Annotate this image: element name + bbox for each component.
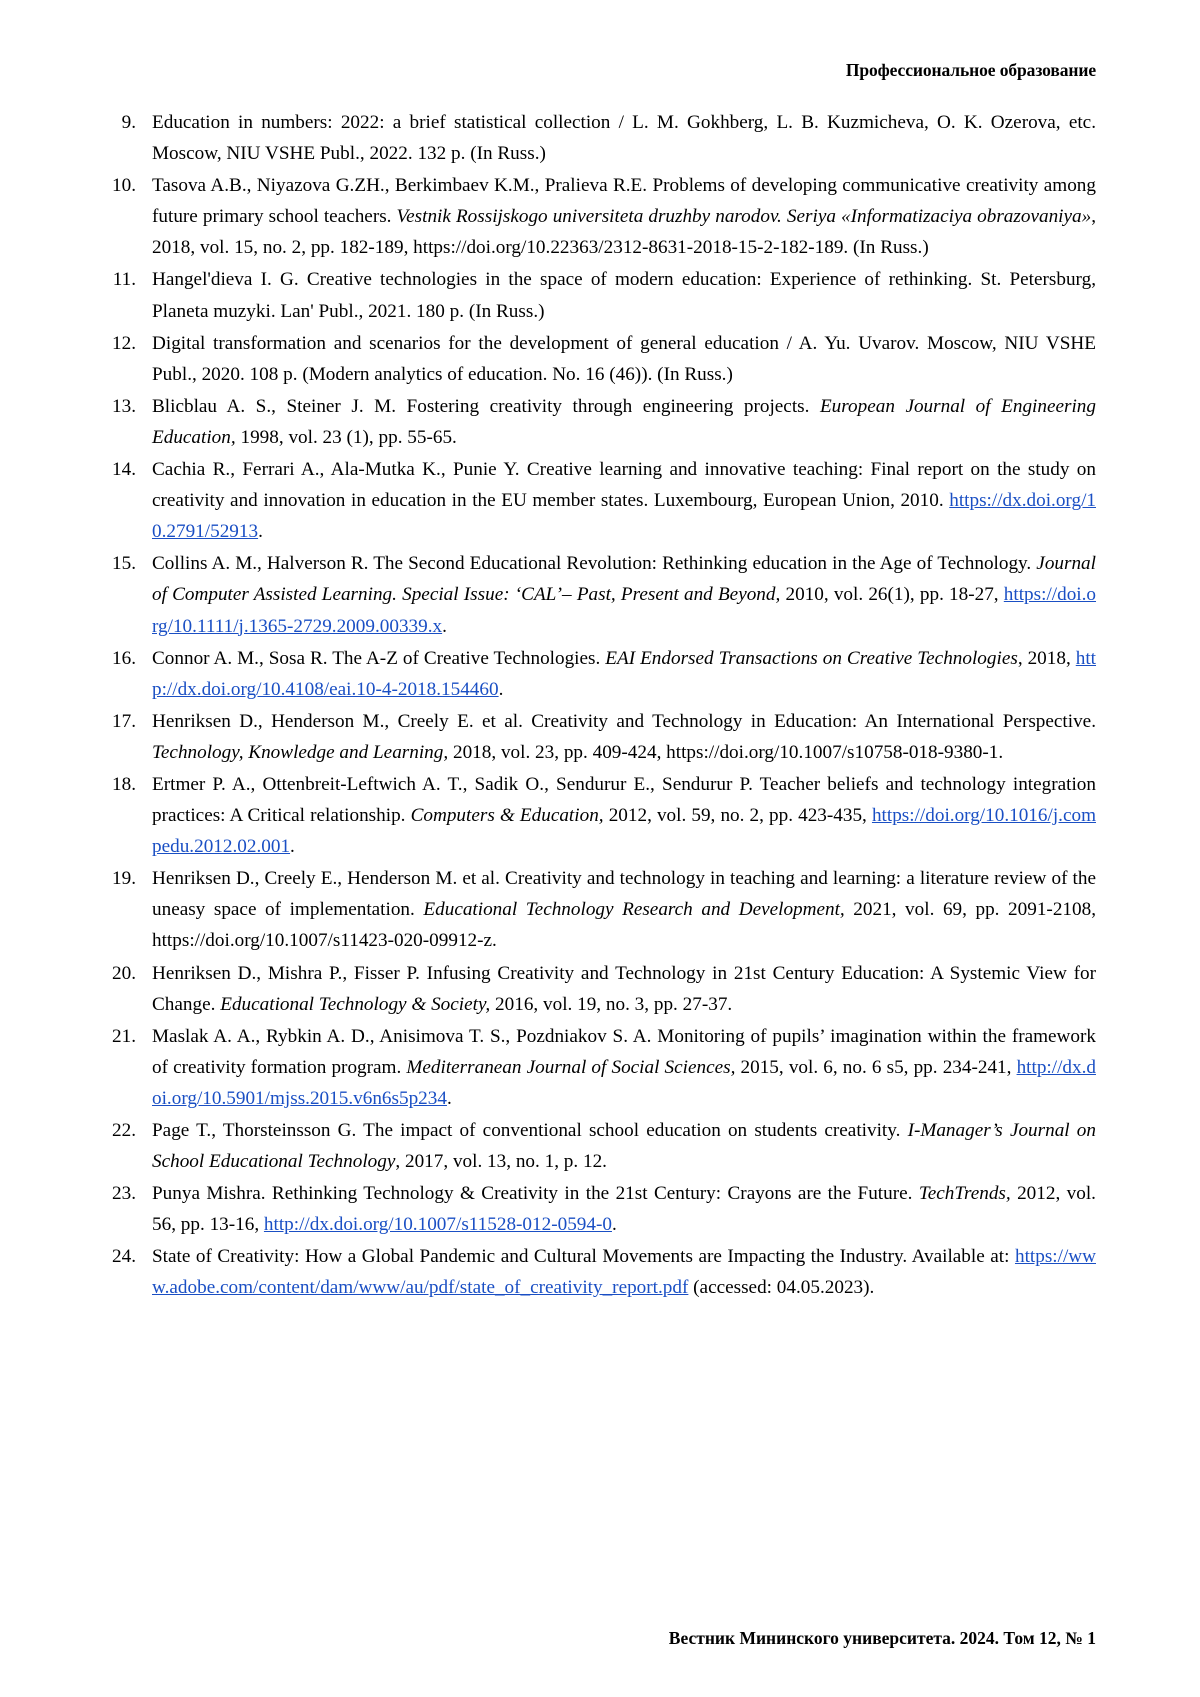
reference-text (152, 454, 1096, 547)
reference-text (152, 328, 1096, 390)
reference-link[interactable]: https://www.adobe.com/content/dam/www/au/pdf/state_of_creativity_report.pdf (152, 1246, 1096, 1299)
reference-text (152, 264, 1096, 326)
reference-text (152, 643, 1096, 705)
reference-entry (104, 264, 1096, 326)
reference-text (152, 1021, 1096, 1114)
reference-link[interactable]: http://dx.doi.org/10.5901/mjss.2015.v6n6s5p234 (152, 1056, 1096, 1109)
reference-text-run: . (611, 1214, 617, 1236)
reference-number: 18. (112, 773, 136, 795)
reference-text-run: Tasova A.B., Niyazova G.ZH., Berkimbaev K.M., Pralieva R.E. Problems of developing communicative creativity among future primary school teachers. (152, 175, 1096, 228)
reference-text-run: . (258, 521, 263, 543)
reference-text-run: State of Creativity: How a Global Pandemic and Cultural Movements are Impacting the Industry. Available at: (152, 1246, 1015, 1268)
reference-entry (104, 1115, 1096, 1177)
reference-entry (104, 107, 1096, 169)
reference-source-title: Educational Technology & Society, (220, 993, 491, 1015)
reference-text-run: 2015, vol. 6, no. 6 s5, pp. 234-241, (735, 1056, 1017, 1078)
reference-number: 17. (112, 710, 136, 732)
reference-text-run: , 2018, vol. 15, no. 2, pp. 182-189, https://doi.org/10.22363/2312-8631-2018-15-2-182-189. (In Russ.) (152, 206, 1096, 259)
reference-text-run: 2010, vol. 26(1), pp. 18-27, (780, 584, 1004, 606)
reference-text (152, 1178, 1096, 1240)
reference-text-run: Cachia R., Ferrari A., Ala-Mutka K., Punie Y. Creative learning and innovative teaching: Final report on the study on creativity and innovation in education in the EU member states. Luxembourg, European Union, 2010. (152, 459, 1096, 512)
reference-text (152, 1115, 1096, 1177)
reference-source-title: EAI Endorsed Transactions on Creative Technologies (605, 647, 1018, 669)
reference-source-title: TechTrends, (918, 1183, 1011, 1205)
reference-number: 22. (112, 1120, 136, 1141)
reference-text-run: Blicblau A. S., Steiner J. M. Fostering creativity through engineering projects. (152, 395, 820, 417)
reference-number: 21. (112, 1025, 136, 1047)
reference-text-run: . (446, 1087, 452, 1109)
reference-text-run: 2018, vol. 23, pp. 409-424, https://doi.org/10.1007/s10758-018-9380-1. (448, 741, 1004, 763)
reference-entry (104, 328, 1096, 390)
reference-number: 24. (112, 1246, 136, 1268)
reference-text (152, 958, 1096, 1020)
reference-text-run: Digital transformation and scenarios for the development of general education / A. Yu. Uvarov. Moscow, NIU VSHE Publ., 2020. 108 p. (Modern analytics of education. No. 16 (46)). (In Russ.) (152, 332, 1096, 385)
reference-link[interactable]: https://doi.org/10.1111/j.1365-2729.2009.00339.x (152, 584, 1097, 637)
reference-entry (104, 706, 1096, 768)
reference-entry (104, 769, 1096, 862)
reference-number: 12. (112, 332, 136, 354)
reference-text-run: Education in numbers: 2022: a brief statistical collection / L. M. Gokhberg, L. B. Kuzmicheva, O. K. Ozerova, etc. Moscow, NIU VSHE Publ., 2022. 132 p. (In Russ.) (152, 112, 1096, 165)
reference-link[interactable]: http://dx.doi.org/10.1007/s11528-012-0594-0 (263, 1214, 612, 1236)
reference-text-run: Punya Mishra. Rethinking Technology & Creativity in the 21st Century: Crayons are the Future. (152, 1183, 919, 1205)
reference-number: 23. (112, 1183, 136, 1205)
reference-source-title: Computers & Education, (410, 805, 604, 827)
running-header: Профессиональное образование (845, 60, 1096, 80)
reference-source-title: I-Manager’s Journal on School Educational Technology (152, 1120, 1096, 1173)
reference-entry (104, 863, 1096, 956)
reference-text-run: Maslak A. A., Rybkin A. D., Anisimova T. S., Pozdniakov S. A. Monitoring of pupils’ imagination within the framework of creativity formation program. (152, 1025, 1096, 1078)
reference-entry (104, 548, 1096, 641)
reference-text (152, 706, 1096, 768)
reference-text-run: . (498, 678, 504, 700)
reference-text-run: 2016, vol. 19, no. 3, pp. 27-37. (490, 993, 733, 1015)
reference-link[interactable]: http://dx.doi.org/10.4108/eai.10-4-2018.154460 (152, 647, 1097, 700)
reference-number: 16. (112, 647, 136, 669)
reference-text (152, 863, 1096, 956)
page-footer: Вестник Мининского университета. 2024. Том 12, № 1 (668, 1628, 1096, 1648)
reference-text-run: Connor A. M., Sosa R. The A-Z of Creative Technologies. (152, 647, 606, 669)
reference-text-run: Henriksen D., Creely E., Henderson M. et al. Creativity and technology in teaching and learning: a literature review of the uneasy space of implementation. (152, 868, 1096, 921)
reference-number: 10. (112, 175, 136, 197)
reference-number: 14. (112, 459, 136, 481)
reference-text-run: 2012, vol. 56, pp. 13-16, (152, 1183, 1096, 1236)
reference-number: 19. (112, 868, 136, 890)
reference-text-run: 1998, vol. 23 (1), pp. 55-65. (235, 426, 457, 448)
reference-number: 13. (112, 395, 136, 417)
reference-text-run: Collins A. M., Halverson R. The Second Educational Revolution: Rethinking education in the Age of Technology. (152, 553, 1037, 575)
reference-text-run: Henriksen D., Mishra P., Fisser P. Infusing Creativity and Technology in 21st Century Education: A Systemic View for Change. (152, 962, 1096, 1015)
reference-text-run: , 2018, (1017, 647, 1076, 669)
reference-link[interactable]: https://doi.org/10.1016/j.compedu.2012.02.001 (152, 805, 1096, 858)
reference-text-run: Henriksen D., Henderson M., Creely E. et al. Creativity and Technology in Education: An International Perspective. (152, 710, 1096, 732)
reference-text (152, 391, 1096, 453)
reference-text-run: Page T., Thorsteinsson G. The impact of conventional school education on students creativity. (152, 1120, 908, 1141)
reference-text (152, 170, 1096, 263)
reference-entry (104, 391, 1096, 453)
reference-entry (104, 170, 1096, 263)
reference-link[interactable]: https://dx.doi.org/10.2791/52913 (152, 490, 1096, 543)
reference-text-run: . (442, 615, 447, 637)
reference-entry (104, 643, 1096, 705)
reference-entry (104, 958, 1096, 1020)
reference-source-title: Journal of Computer Assisted Learning. Special Issue: ‘CAL’– Past, Present and Beyond, (152, 553, 1096, 606)
reference-text (152, 769, 1096, 862)
reference-text-run: Ertmer P. A., Ottenbreit-Leftwich A. T., Sadik O., Sendurur E., Sendurur P. Teacher beliefs and technology integration practices: A Critical relationship. (152, 773, 1096, 827)
reference-text-run: 2021, vol. 69, pp. 2091-2108, https://doi.org/10.1007/s11423-020-09912-z. (152, 899, 1096, 952)
reference-entry (104, 1178, 1096, 1240)
reference-text-run: (accessed: 04.05.2023). (688, 1277, 875, 1299)
reference-number: 15. (112, 553, 136, 575)
reference-text-run: , 2017, vol. 13, no. 1, p. 12. (395, 1151, 607, 1173)
reference-source-title: Mediterranean Journal of Social Sciences, (406, 1056, 736, 1078)
reference-entry (104, 1021, 1096, 1114)
reference-source-title: European Journal of Engineering Education, (152, 395, 1096, 448)
reference-source-title: Educational Technology Research and Development, (423, 899, 845, 921)
reference-list (104, 107, 1096, 1304)
reference-source-title: Technology, Knowledge and Learning, (152, 741, 449, 763)
reference-number: 9. (121, 112, 136, 133)
reference-text (152, 548, 1096, 641)
reference-text-run: . (290, 836, 295, 858)
reference-text-run: Hangel'dieva I. G. Creative technologies in the space of modern education: Experience of rethinking. St. Petersburg, Planeta muzyki. Lan' Publ., 2021. 180 p. (In Russ.) (152, 269, 1096, 322)
reference-number: 11. (112, 269, 136, 291)
reference-source-title: Vestnik Rossijskogo universiteta druzhby narodov. Seriya «Informatizaciya obrazovaniya» (396, 206, 1092, 228)
reference-entry (104, 1241, 1096, 1303)
reference-text (152, 1241, 1096, 1303)
reference-number: 20. (112, 962, 136, 984)
reference-entry (104, 454, 1096, 547)
reference-text (152, 107, 1096, 169)
reference-text-run: 2012, vol. 59, no. 2, pp. 423-435, (603, 805, 872, 827)
